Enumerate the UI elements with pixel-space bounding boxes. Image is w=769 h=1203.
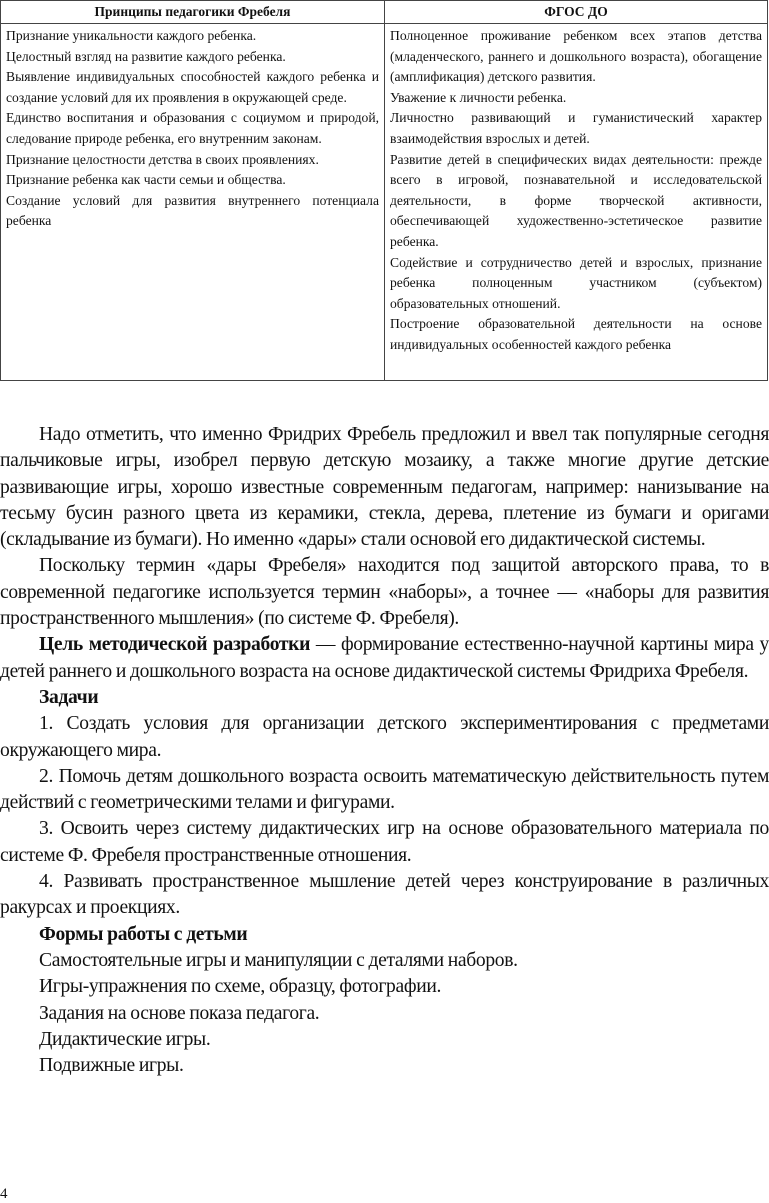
form-item: Игры-упражнения по схеме, образцу, фотографии.: [39, 976, 442, 998]
paragraph-goal: [0, 632, 769, 685]
froebel-principles-cell: [1, 24, 385, 381]
form-item: Задания на основе показа педагога.: [39, 1002, 320, 1024]
list-item: Создание условий для развития внутреннего потенциала ребенка: [6, 192, 379, 229]
list-item: Признание целостности детства в своих проявлениях.: [6, 151, 319, 167]
list-item: Построение образовательной деятельности на основе индивидуальных особенностей каждого ребенка: [390, 316, 762, 352]
list-item: Единство воспитания и образования с социумом и природой, следование природе ребенка, его внутренним законам.: [6, 110, 379, 146]
list-item: Личностно развивающий и гуманистический характер взаимодействия взрослых и детей.: [390, 110, 762, 146]
form-item: Подвижные игры.: [39, 1055, 184, 1077]
list-item: Содействие и сотрудничество детей и взрослых, признание ребенка полноценным участником (субъектом) образовательных отношений.: [390, 254, 762, 311]
list-item: Выявление индивидуальных способностей каждого ребенка и создание условий для их проявления в окружающей среде.: [6, 69, 379, 105]
fgos-do-cell: [385, 24, 768, 381]
form-item: Самостоятельные игры и манипуляции с деталями наборов.: [39, 949, 518, 971]
task-item: 4. Развивать пространственное мышление детей через конструирование в различных ракурсах и проекциях.: [0, 871, 769, 919]
header-froebel-principles: Принципы педагогики Фребеля: [1, 1, 385, 24]
comparison-table: [0, 0, 768, 381]
paragraph-froebel-games: Надо отметить, что именно Фридрих Фребель предложил и ввел так популярные сегодня пальчиковые игры, изобрел первую детскую мозаику, а также многие другие детские развивающие игры, хорошо известные современным педагогам, например: нанизывание на тесьму бусин разного цвета из керамики, стекла, дерева, плетение из бумаги и оригами (складывание из бумаги). Но именно «дары» стали основой его дидактической системы.: [0, 424, 769, 551]
task-item: 1. Создать условия для организации детского экспериментирования с предметами окружающего мира.: [0, 713, 769, 761]
tasks-heading: Задачи: [39, 686, 99, 708]
form-item: Дидактические игры.: [39, 1028, 211, 1050]
list-item: Признание ребенка как части семьи и общества.: [6, 172, 286, 188]
list-item: Полноценное проживание ребенком всех этапов детства (младенческого, раннего и дошкольного возраста), обогащение (амплификация) детского развития.: [390, 28, 762, 85]
task-item: 2. Помочь детям дошкольного возраста освоить математическую действительность путем действий с геометрическими телами и фигурами.: [0, 765, 769, 814]
list-item: Развитие детей в специфических видах деятельности: прежде всего в игровой, познавательной и исследовательской деятельности, в форме творческой активности, обеспечивающей художественно-эстетическое развитие ребенка.: [390, 151, 762, 249]
header-fgos-do: ФГОС ДО: [385, 1, 768, 24]
page-number: 4: [0, 1186, 8, 1202]
forms-heading: Формы работы с детьми: [39, 923, 248, 945]
goal-label: Цель методической разработки: [39, 634, 311, 656]
goal-text: — формирование естественно-научной картины мира у детей раннего и дошкольного возраста на основе дидактической системы Фридриха Фребеля.: [0, 634, 769, 682]
list-item: Признание уникальности каждого ребенка.: [6, 28, 257, 43]
table-header-row: [1, 1, 768, 24]
list-item: Целостный взгляд на развитие каждого ребенка.: [6, 48, 286, 64]
body-text: [0, 422, 769, 1079]
task-item: 3. Освоить через систему дидактических игр на основе образовательного материала по системе Ф. Фребеля пространственные отношения.: [0, 818, 769, 866]
paragraph-gifts-term: Поскольку термин «дары Фребеля» находится под защитой авторского права, то в современной педагогике используется термин «наборы», а точнее — «наборы для развития пространственного мышления» (по системе Ф. Фребеля).: [0, 555, 769, 630]
table-row: [1, 24, 768, 381]
list-item: Уважение к личности ребенка.: [390, 89, 567, 105]
